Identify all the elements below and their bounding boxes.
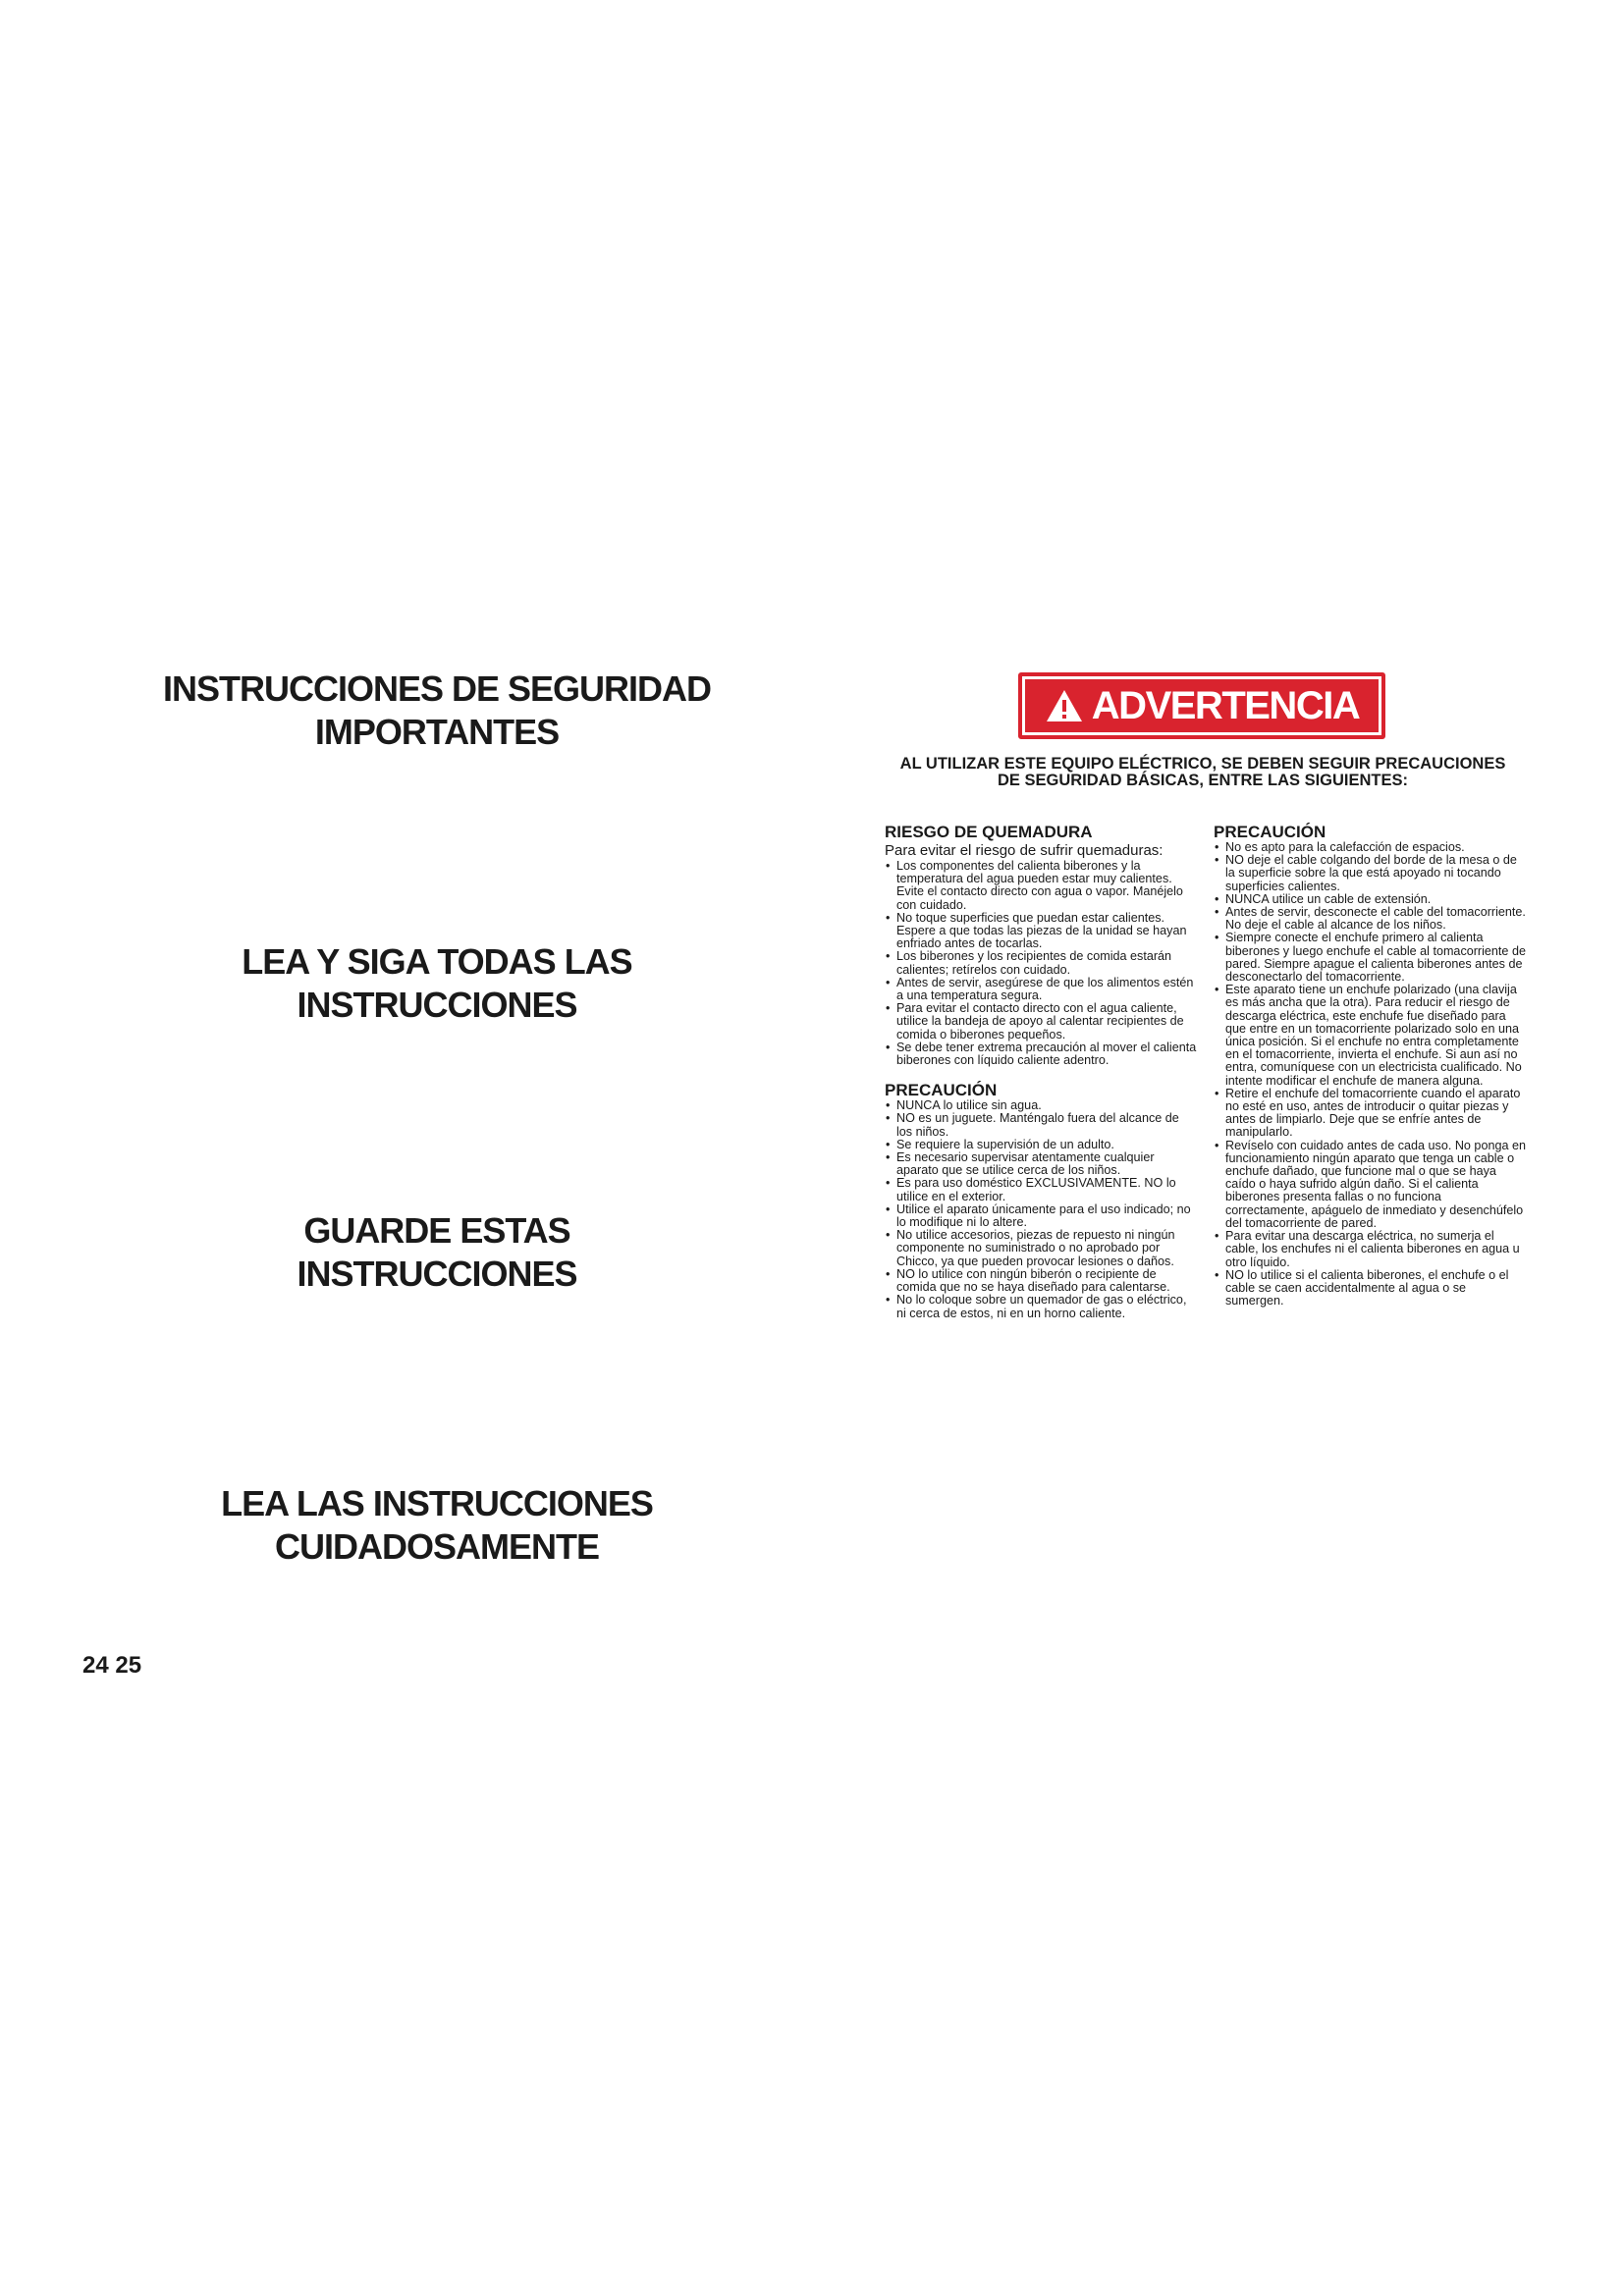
list-item: • Siempre conecte el enchufe primero al calienta biberones y luego enchufe el cable al tomacorriente de pared. Siempre apague el calienta biberones antes de desconectarlo del tomacorriente. [1214,932,1526,984]
list-item: • NO lo utilice con ningún biberón o recipiente de comida que no se haya diseñado para calentarse. [885,1268,1197,1294]
warning-banner-fill [1025,679,1379,732]
heading-read-carefully: LEA LAS INSTRUCCIONES CUIDADOSAMENTE [221,1483,653,1567]
burn-risk-subtitle: Para evitar el riesgo de sufrir quemaduras: [885,842,1164,859]
list-item: • Es para uso doméstico EXCLUSIVAMENTE. NO lo utilice en el exterior. [885,1177,1197,1202]
list-item: • Los biberones y los recipientes de comida estarán calientes; retírelos con cuidado. [885,950,1197,976]
warning-label: ADVERTENCIA [1091,683,1360,727]
caution-left-title: PRECAUCIÓN [885,1081,998,1100]
list-item: • Se requiere la supervisión de un adulto. [885,1139,1197,1151]
warning-banner [1018,672,1385,739]
list-item: • NO lo utilice si el calienta biberones, el enchufe o el cable se caen accidentalmente al agua o se sumergen. [1214,1269,1526,1308]
list-item: • No es apto para la calefacción de espacios. [1214,841,1526,854]
list-item: • No utilice accesorios, piezas de repuesto ni ningún componente no suministrado o no aprobado por Chicco, ya que pueden provocar lesiones o daños. [885,1229,1197,1268]
list-item: • Antes de servir, asegúrese de que los alimentos estén a una temperatura segura. [885,977,1197,1002]
right-column [1214,823,1526,1308]
list-item: • Es necesario supervisar atentamente cualquier aparato que se utilice cerca de los niños. [885,1151,1197,1177]
list-item: • Los componentes del calienta biberones y la temperatura del agua pueden estar muy calientes. Evite el contacto directo con agua o vapor. Manéjelo con cuidado. [885,860,1197,912]
list-item: • Utilice el aparato únicamente para el uso indicado; no lo modifique ni lo altere. [885,1203,1197,1229]
heading-save-instructions: GUARDE ESTAS INSTRUCCIONES [297,1210,577,1294]
list-item: • Retire el enchufe del tomacorriente cuando el aparato no esté en uso, antes de introducir o quitar piezas y antes de limpiarlo. Deje que se enfríe antes de manipularlo. [1214,1088,1526,1140]
list-item: • NUNCA lo utilice sin agua. [885,1099,1197,1112]
list-item: • Para evitar una descarga eléctrica, no sumerja el cable, los enchufes ni el calienta biberones en agua u otro líquido. [1214,1230,1526,1269]
list-item: • NO es un juguete. Manténgalo fuera del alcance de los niños. [885,1112,1197,1138]
list-item: • No toque superficies que puedan estar calientes. Espere a que todas las piezas de la unidad se hayan enfriado antes de tocarlas. [885,912,1197,951]
heading-read-follow: LEA Y SIGA TODAS LAS INSTRUCCIONES [242,941,632,1025]
left-column [885,823,1197,1320]
caution-right-list [1214,841,1526,1308]
list-item: • NUNCA utilice un cable de extensión. [1214,893,1526,906]
warning-triangle-icon [1045,688,1084,723]
burn-risk-title: RIESGO DE QUEMADURA [885,823,1093,841]
list-item: • Para evitar el contacto directo con el agua caliente, utilice la bandeja de apoyo al calentar recipientes de comida o biberones pequeños. [885,1002,1197,1041]
caution-left-list [885,1099,1197,1319]
caution-right-title: PRECAUCIÓN [1214,823,1326,841]
list-item: • Antes de servir, desconecte el cable del tomacorriente. No deje el cable al alcance de los niños. [1214,906,1526,932]
list-item: • Se debe tener extrema precaución al mover el calienta biberones con líquido caliente adentro. [885,1041,1197,1067]
list-item: • NO deje el cable colgando del borde de la mesa o de la superficie sobre la que está apoyado ni tocando superficies calientes. [1214,854,1526,893]
list-item: • No lo coloque sobre un quemador de gas o eléctrico, ni cerca de estos, ni en un horno caliente. [885,1294,1197,1319]
left-page [88,667,785,1590]
list-item: • Revíselo con cuidado antes de cada uso. No ponga en funcionamiento ningún aparato que tenga un cable o enchufe dañado, que funcione mal o que se haya caído o haya sufrido algún daño. Si el calienta biberones presenta fallas o no funciona correctamente, apáguelo de inmediato y desenchúfelo del tomacorriente de pared. [1214,1140,1526,1230]
heading-safety-instructions: INSTRUCCIONES DE SEGURIDAD IMPORTANTES [162,668,712,752]
safety-intro: AL UTILIZAR ESTE EQUIPO ELÉCTRICO, SE DEBEN SEGUIR PRECAUCIONES DE SEGURIDAD BÁSICAS, ENTRE LAS SIGUIENTES: [899,755,1506,789]
page-numbers: 24 25 [82,1652,142,1679]
list-item: • Este aparato tiene un enchufe polarizado (una clavija es más ancha que la otra). Para reducir el riesgo de descarga eléctrica, este enchufe fue diseñado para que entre en un tomacorriente polarizado solo en una única posición. Si el enchufe no entra completamente en el tomacorriente, invierta el enchufe. Si aun así no entra, comuníquese con un electricista cualificado. No intente modificar el enchufe de manera alguna. [1214,984,1526,1088]
burn-risk-list [885,860,1197,1067]
